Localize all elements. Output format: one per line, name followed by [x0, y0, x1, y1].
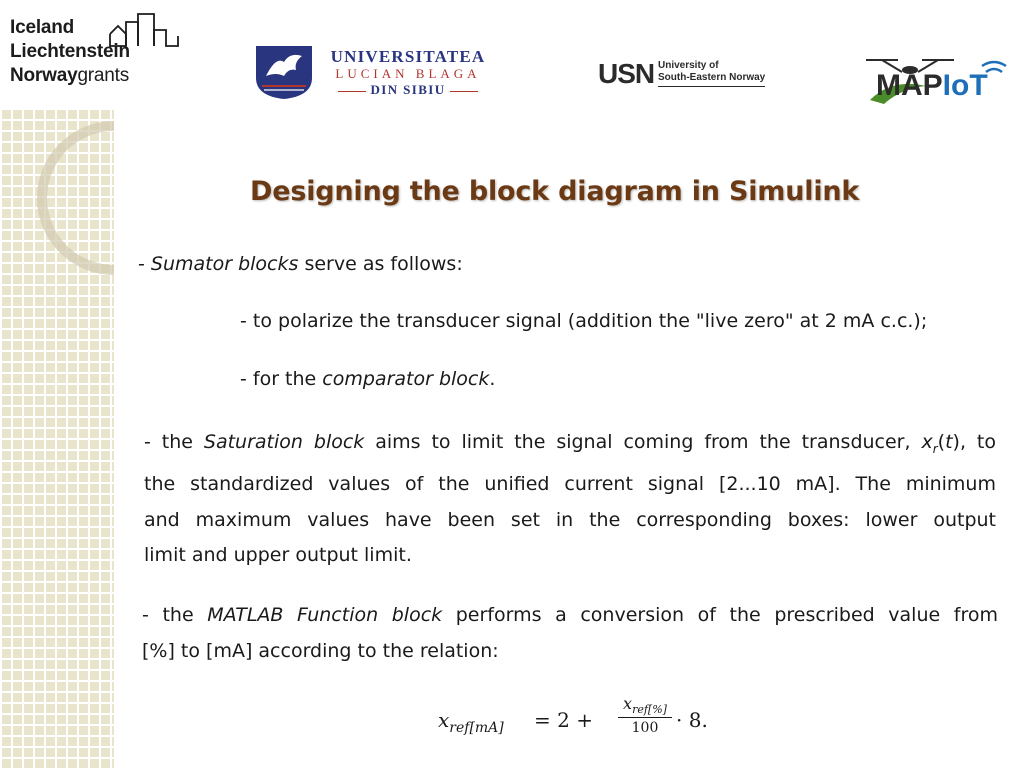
logo-bar — [0, 0, 1024, 108]
conversion-formula — [438, 694, 728, 748]
ulbs-logo — [254, 42, 504, 102]
paragraph-line: limit and upper output limit. — [144, 544, 412, 567]
paragraph-saturation-block — [144, 425, 996, 574]
formula-lhs-var: x — [438, 708, 450, 732]
variable-x: x — [921, 431, 933, 453]
saturation-block-term: Saturation block — [203, 431, 365, 453]
text-run: ( — [937, 431, 946, 453]
bullet-polarize: - to polarize the transducer signal (addition the "live zero" at 2 mA c.c.); — [240, 310, 928, 332]
usn-mark: USN — [598, 58, 655, 89]
bullet-text: . — [489, 368, 496, 390]
usn-name — [658, 60, 765, 87]
text-run: - the — [144, 431, 204, 453]
ulbs-name-line-3-wrap — [318, 82, 498, 98]
eea-logo-line-3 — [10, 64, 180, 88]
ulbs-name-line-1: UNIVERSITATEA — [330, 47, 486, 66]
formula-lhs — [438, 708, 504, 736]
mapiot-wordmark — [876, 70, 988, 102]
paragraph-line: the standardized values of the unified current signal [2...10 mA]. The minimum — [144, 473, 996, 496]
formula-fraction — [618, 694, 672, 736]
ulbs-name-line-3: DIN SIBIU — [370, 82, 446, 97]
text-run: - the — [142, 604, 208, 626]
bullet-dash: - — [138, 253, 151, 275]
paragraph-line: and maximum values have been set in the corresponding boxes: lower output — [144, 508, 996, 531]
paragraph-matlab-function-block — [142, 598, 998, 669]
variable-subscript: r — [932, 441, 938, 456]
bullet-comparator — [240, 368, 495, 390]
bullet-text: serve as follows: — [298, 253, 463, 275]
bullet-text: - for the — [240, 368, 323, 390]
eea-logo-line-2: Liechtenstein — [10, 41, 130, 62]
text-run: ), to — [952, 431, 996, 453]
usn-logo — [598, 56, 798, 92]
formula-tail: · 8. — [676, 708, 708, 732]
text-run: performs a conversion of the prescribed value from — [442, 604, 998, 626]
mapiot-wordmark-map: MAP — [876, 69, 943, 102]
slide-title: Designing the block diagram in Simulink — [250, 176, 860, 207]
usn-name-line-2: South-Eastern Norway — [658, 72, 766, 83]
formula-numerator — [618, 694, 672, 718]
formula-denominator: 100 — [631, 720, 659, 737]
usn-name-line-1: University of — [658, 60, 719, 71]
decorative-arc-icon — [18, 118, 114, 278]
formula-equals: = 2 + — [534, 708, 593, 732]
paragraph-line — [142, 598, 998, 634]
eea-logo-grants: grants — [77, 65, 130, 86]
text-run: aims to limit the signal coming from the transducer, — [364, 431, 922, 453]
sumator-blocks-term: Sumator blocks — [150, 253, 299, 275]
eea-grants-logo — [10, 16, 180, 108]
ulbs-crest-icon — [254, 42, 314, 100]
variable-t: t — [945, 431, 953, 453]
eea-logo-norway: Norway — [10, 65, 78, 86]
mapiot-logo — [862, 48, 1012, 108]
mapiot-wordmark-iot: IoT — [942, 69, 988, 102]
formula-lhs-subscript: ref[mA] — [449, 720, 504, 736]
bullet-sumator-blocks — [138, 253, 463, 275]
eea-logo-line-1: Iceland — [10, 17, 75, 38]
eea-logo-mark-icon — [108, 12, 180, 48]
formula-num-var: x — [623, 694, 633, 713]
comparator-block-term: comparator block — [322, 368, 490, 390]
formula-num-subscript: ref[%] — [632, 703, 667, 717]
matlab-function-block-term: MATLAB Function block — [207, 604, 443, 626]
ulbs-name-line-2: LUCIAN BLAGA — [335, 66, 481, 81]
paragraph-line — [144, 425, 996, 467]
paragraph-line: [%] to [mA] according to the relation: — [142, 639, 499, 662]
